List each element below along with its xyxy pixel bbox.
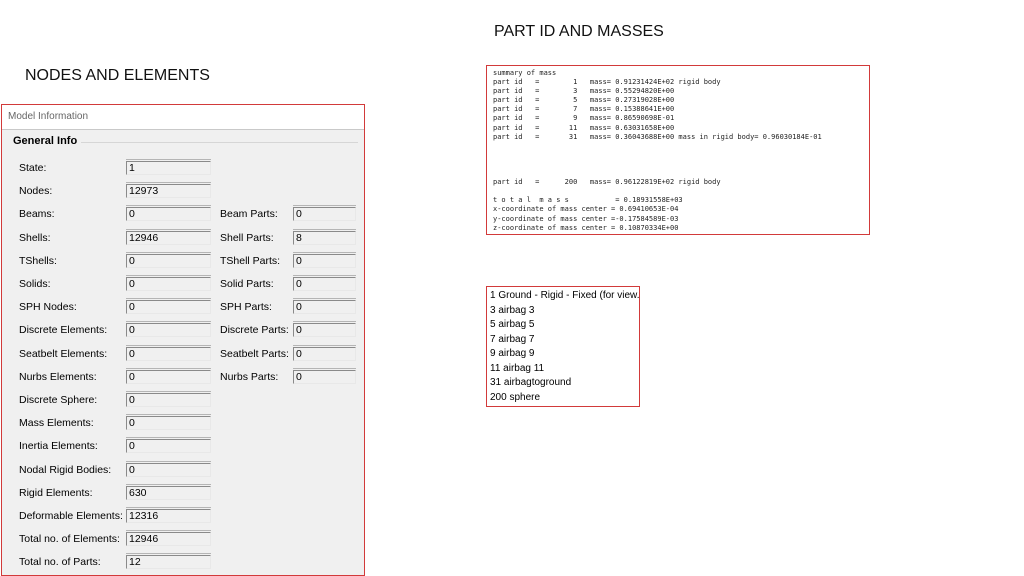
field-value[interactable]: 0 [126, 277, 211, 291]
field-label: Deformable Elements: [19, 510, 123, 522]
field-label: Inertia Elements: [19, 440, 98, 453]
field-value[interactable]: 0 [126, 439, 211, 453]
field-label: Discrete Elements: [19, 324, 108, 337]
field-label: Beams: [19, 208, 55, 221]
field-value[interactable]: 0 [126, 463, 211, 477]
mass-summary-line: part id = 200 mass= 0.96122819E+02 rigid body [493, 178, 721, 187]
field-label: Discrete Sphere: [19, 394, 98, 406]
field-value[interactable]: 12946 [126, 231, 211, 245]
field-label: Solids: [19, 278, 51, 290]
parts-list-item: 11 airbag 11 [490, 362, 545, 374]
field-value[interactable]: 0 [126, 347, 211, 361]
field-value[interactable]: 12 [126, 555, 211, 569]
parts-list [486, 286, 640, 407]
field-label: Seatbelt Elements: [19, 347, 108, 360]
nodes-elements-heading: NODES AND ELEMENTS [25, 67, 210, 84]
field-value[interactable]: 0 [126, 416, 211, 430]
field-label: Solid Parts: [220, 278, 274, 290]
mass-summary-line: part id = 1 mass= 0.91231424E+02 rigid body [493, 78, 721, 87]
field-value[interactable]: 0 [293, 323, 356, 337]
field-value[interactable]: 0 [126, 370, 211, 384]
field-label: Shells: [19, 231, 51, 244]
field-value[interactable]: 0 [126, 393, 211, 407]
mass-summary-line: part id = 31 mass= 0.36043688E+00 mass in rigid body= 0.96030184E-01 [493, 132, 822, 141]
field-value[interactable]: 0 [293, 370, 356, 384]
field-value[interactable]: 0 [293, 207, 356, 221]
panel-title: Model Information [2, 105, 364, 130]
field-label: Mass Elements: [19, 417, 94, 430]
model-information-panel [1, 104, 365, 576]
parts-list-item: 7 airbag 7 [490, 333, 535, 345]
field-label: Seatbelt Parts: [220, 347, 289, 360]
field-value[interactable]: 12316 [126, 509, 211, 523]
mass-summary-line: part id = 3 mass= 0.55294820E+00 [493, 87, 675, 96]
field-label: Shell Parts: [220, 231, 274, 244]
parts-list-item: 31 airbagtoground [490, 377, 572, 388]
mass-summary-line: x-coordinate of mass center = 0.69410653E-04 [493, 205, 679, 214]
field-value[interactable]: 12946 [126, 532, 211, 546]
field-label: Nodes: [19, 185, 53, 198]
field-value[interactable]: 0 [126, 254, 211, 268]
field-label: SPH Nodes: [19, 301, 77, 314]
part-masses-heading: PART ID AND MASSES [494, 23, 664, 40]
field-value[interactable]: 0 [126, 323, 211, 337]
mass-summary-line: part id = 9 mass= 0.86590698E-01 [493, 114, 675, 123]
parts-list-item: 5 airbag 5 [490, 319, 535, 330]
field-label: Total no. of Elements: [19, 533, 120, 546]
field-label: Nurbs Elements: [19, 370, 97, 383]
field-label: Nodal Rigid Bodies: [19, 463, 112, 476]
mass-summary-line [493, 160, 869, 169]
parts-list-item: 200 sphere [490, 391, 541, 403]
field-value[interactable]: 12973 [126, 184, 211, 198]
mass-summary-line: t o t a l m a s s = 0.18931558E+03 [493, 196, 683, 205]
mass-summary-line [493, 142, 869, 151]
field-value[interactable]: 0 [293, 277, 356, 291]
field-label: Rigid Elements: [19, 486, 93, 499]
mass-summary-line [493, 169, 869, 178]
field-value[interactable]: 0 [293, 254, 356, 268]
field-value[interactable]: 8 [293, 231, 356, 245]
mass-summary-line: summary of mass [493, 69, 557, 77]
parts-list-item: 3 airbag 3 [490, 304, 535, 316]
group-divider [77, 142, 358, 143]
field-label: Nurbs Parts: [220, 370, 279, 383]
mass-summary-line [493, 151, 869, 160]
field-label: TShells: [19, 254, 57, 267]
field-value[interactable]: 1 [126, 161, 211, 175]
mass-summary-line: part id = 11 mass= 0.63031658E+00 [493, 123, 675, 132]
field-label: Total no. of Parts: [19, 556, 101, 569]
field-value[interactable]: 0 [293, 300, 356, 314]
mass-summary-line: y-coordinate of mass center =-0.17584589E-03 [493, 214, 679, 223]
mass-summary-output [486, 65, 870, 235]
field-label: Beam Parts: [220, 208, 278, 221]
mass-summary-line: z-coordinate of mass center = 0.10870334E+00 [493, 223, 679, 232]
field-value[interactable]: 0 [126, 300, 211, 314]
field-value[interactable]: 0 [126, 207, 211, 221]
field-label: Discrete Parts: [220, 324, 289, 337]
general-info-group-label: General Info [13, 135, 81, 147]
field-value[interactable]: 0 [293, 347, 356, 361]
field-label: SPH Parts: [220, 301, 272, 314]
field-label: TShell Parts: [220, 254, 281, 267]
mass-summary-line: part id = 5 mass= 0.27319028E+00 [493, 96, 675, 105]
parts-list-item: 1 Ground - Rigid - Fixed (for view. [490, 290, 640, 301]
field-label: State: [19, 162, 47, 174]
mass-summary-line: part id = 7 mass= 0.15388641E+00 [493, 105, 675, 114]
parts-list-item: 9 airbag 9 [490, 348, 535, 359]
field-value[interactable]: 630 [126, 486, 211, 500]
mass-summary-line [493, 187, 869, 196]
